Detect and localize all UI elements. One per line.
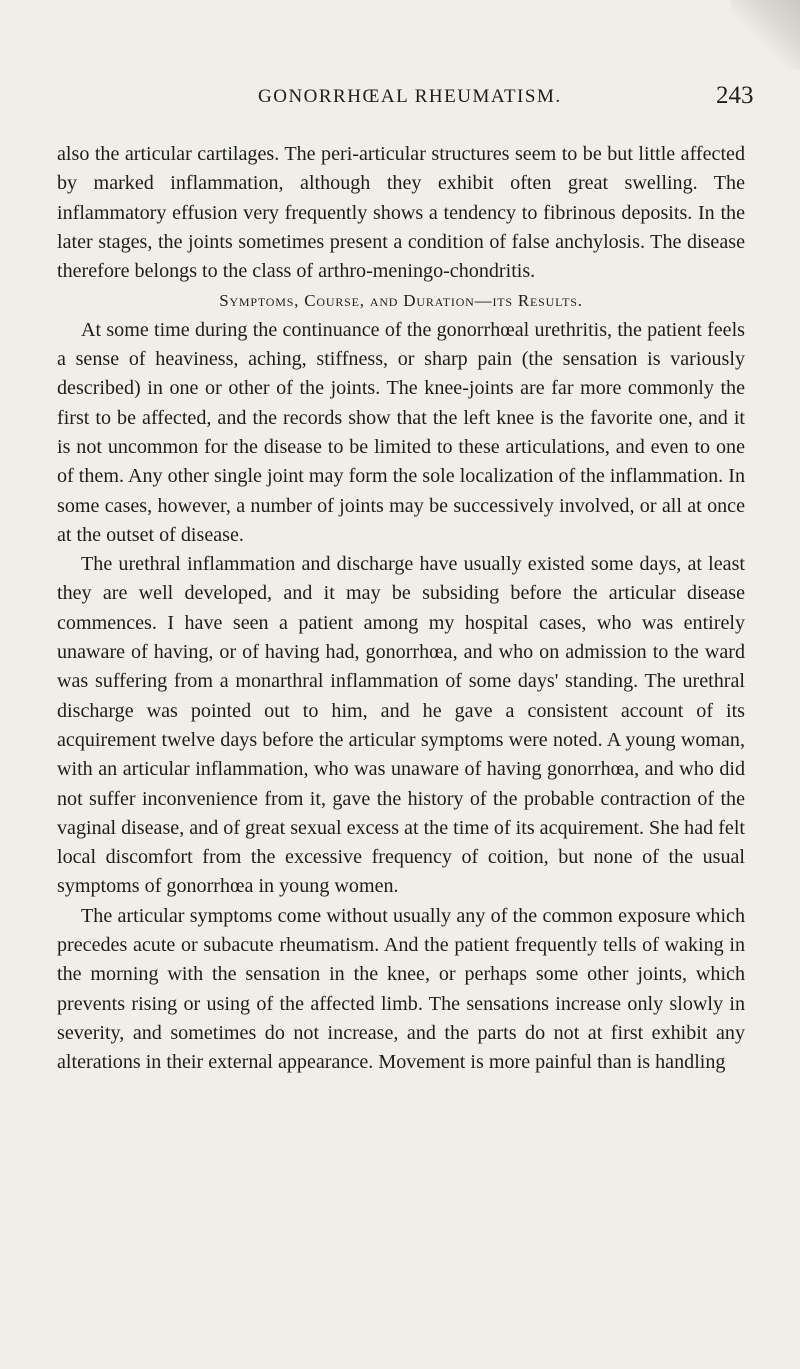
running-title: GONORRHŒAL RHEUMATISM. [258,86,562,107]
paragraph: At some time during the continuance of the gonorrhœal urethritis, the patient feels a sense of heaviness, aching, stiffness, or sharp pain (the sensation is variously described) in one or other of the joints. The knee-joints are far more commonly the first to be affected, and the records show that the left knee is the favorite one, and it is not uncommon for the disease to be limited to these articulations, and even to one of them. Any other single joint may form the sole localization of the inflammation. In some cases, however, a number of joints may be successively involved, or all at once at the outset of disease. [57,318,745,546]
paragraph-continued: also the articular cartilages. The peri-articular structures seem to be but little affected by marked inflammation, although they exhibit often great swelling. The inflammatory effusion very frequently shows a tendency to fibrinous deposits. In the later stages, the joints sometimes present a condition of false anchylosis. The disease therefore belongs to the class of arthro-meningo-chondritis. [57,143,745,283]
page-body [57,140,745,1078]
paragraph: The urethral inflammation and discharge have usually existed some days, at least they are well developed, and it may be subsiding before the articular disease commences. I have seen a patient among my hospital cases, who was entirely unaware of having, or of having had, gonorrhœa, and who on admission to the ward was suffering from a monarthral inflammation of some days' standing. The urethral discharge was pointed out to him, and he gave a consistent account of its acquirement twelve days before the articular symptoms were noted. A young woman, with an articular inflammation, who was unaware of having gonorrhœa, and who did not suffer inconvenience from it, gave the history of the probable contraction of the vaginal disease, and of great sexual excess at the time of its acquirement. She had felt local discomfort from the excessive frequency of coition, but none of the usual symptoms of gonorrhœa in young women. [57,553,745,898]
page-header [0,82,800,112]
section-heading: Symptoms, Course, and Duration—its Results. [219,291,583,311]
page-corner-shadow [730,0,800,70]
paragraph: The articular symptoms come without usually any of the common exposure which precedes acute or subacute rheumatism. And the patient frequently tells of waking in the morning with the sensation in the knee, or perhaps some other joints, which prevents rising or using of the affected limb. The sensations increase only slowly in severity, and sometimes do not increase, and the parts do not at first exhibit any alterations in their external appearance. Movement is more painful than is handling [57,904,745,1074]
page-number: 243 [716,82,754,109]
